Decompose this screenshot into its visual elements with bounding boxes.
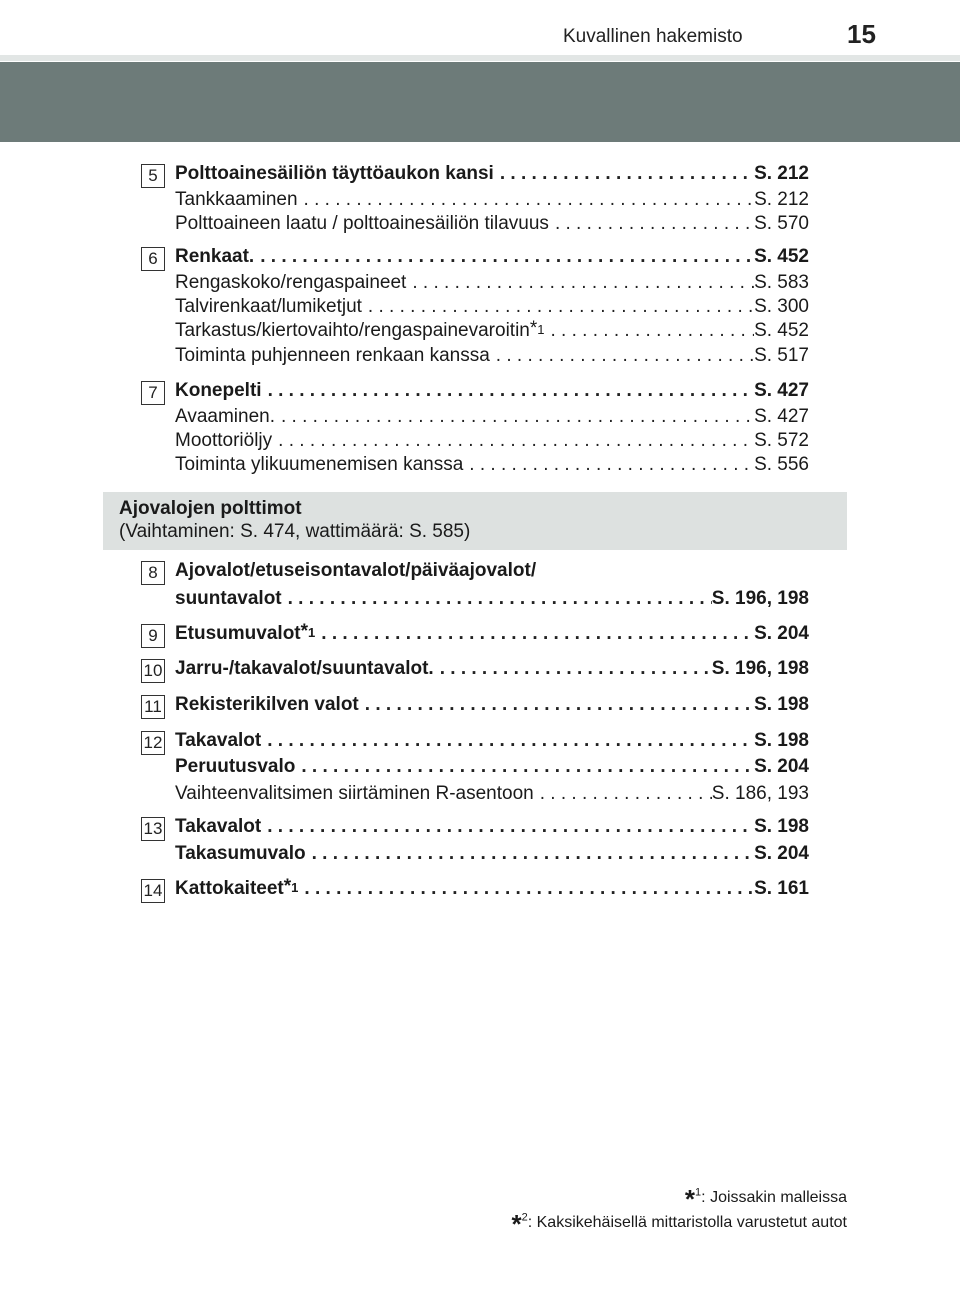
item-number-badge: 7 (141, 381, 165, 405)
leader-dots (275, 406, 754, 428)
leader-dots (490, 345, 754, 367)
footnote-1-mark: * (684, 1184, 696, 1214)
item-number-badge: 8 (141, 561, 165, 585)
index-row (175, 163, 809, 187)
index-row-page: S. 204 (754, 756, 809, 777)
index-row (175, 623, 809, 647)
footnote-1-text: : Joissakin malleissa (701, 1189, 847, 1206)
index-row-page: S. 556 (754, 454, 809, 475)
item-number-badge: 13 (141, 817, 165, 841)
footnote-2-mark: * (511, 1209, 522, 1239)
index-row-label: Avaaminen. (175, 406, 275, 427)
footnote-ref-star: * (283, 878, 292, 897)
index-row (175, 380, 809, 404)
item-number-badge: 12 (141, 731, 165, 755)
index-row (175, 730, 809, 754)
leader-dots (549, 213, 754, 235)
leader-dots (298, 189, 755, 211)
index-row-label: suuntavalot (175, 588, 282, 609)
footnote-ref (301, 623, 316, 643)
index-row-page: S. 452 (754, 246, 809, 267)
item-number-badge: 6 (141, 247, 165, 271)
index-row-label: Talvirenkaat/lumiketjut (175, 296, 362, 317)
index-row-page: S. 198 (754, 816, 809, 837)
section-subtitle: (Vaihtaminen: S. 474, wattimäärä: S. 585) (119, 521, 471, 542)
index-row (175, 406, 809, 430)
section-box (103, 492, 847, 550)
header-title: Kuvallinen hakemisto (563, 26, 743, 47)
footnote-ref (530, 320, 545, 340)
leader-dots (306, 843, 754, 865)
footnote-2 (511, 1203, 847, 1239)
index-row-page: S. 204 (754, 623, 809, 644)
index-row (175, 878, 809, 902)
index-row (175, 756, 809, 780)
index-row (175, 843, 809, 867)
leader-dots (545, 320, 755, 342)
index-row-page: S. 517 (754, 345, 809, 366)
footnote-1-num: 1 (695, 1186, 702, 1199)
index-row (175, 694, 809, 718)
item-number-badge: 14 (141, 879, 165, 903)
index-row-first-line: Ajovalot/etuseisontavalot/päiväajovalot/ (175, 560, 537, 581)
leader-dots (295, 756, 754, 778)
index-row-page: S. 198 (754, 694, 809, 715)
index-row-label: Tankkaaminen (175, 189, 298, 210)
header-banner (0, 62, 960, 142)
index-row-page: S. 212 (754, 189, 809, 210)
leader-dots (298, 878, 754, 900)
section-title: Ajovalojen polttimot (119, 498, 302, 519)
leader-dots (262, 380, 755, 402)
index-row-page: S. 196, 198 (711, 658, 809, 679)
footnote-2-text: : Kaksikehäisellä mittaristolla varustetut autot (527, 1214, 847, 1231)
index-row-page: S. 427 (754, 406, 809, 427)
index-row-label: Jarru-/takavalot/suuntavalot. (175, 658, 434, 679)
index-row (175, 658, 809, 682)
index-row (175, 296, 809, 320)
item-number-badge: 10 (141, 659, 165, 683)
index-row-page: S. 300 (754, 296, 809, 317)
footnote-ref-num: 1 (308, 625, 316, 640)
index-row-page: S. 452 (754, 320, 809, 341)
index-row (175, 320, 809, 344)
index-row-label: Tarkastus/kiertovaihto/rengaspainevaroitin (175, 320, 530, 341)
index-row-label: Rekisterikilven valot (175, 694, 359, 715)
index-row-page: S. 570 (754, 213, 809, 234)
footnote-ref-num: 1 (537, 322, 545, 337)
item-number-badge: 9 (141, 624, 165, 648)
footnote-ref-num: 1 (291, 880, 299, 895)
page-number: 15 (847, 19, 876, 49)
index-row-label: Toiminta puhjenneen renkaan kanssa (175, 345, 490, 366)
index-row (175, 213, 809, 237)
index-row (175, 454, 809, 478)
index-row-label: Polttoainesäiliön täyttöaukon kansi (175, 163, 494, 184)
index-row-page: S. 572 (754, 430, 809, 451)
leader-dots (434, 658, 712, 680)
leader-dots (272, 430, 754, 452)
index-row-page: S. 212 (754, 163, 809, 184)
index-row (175, 272, 809, 296)
item-number-badge: 11 (141, 695, 165, 719)
index-row-label: Konepelti (175, 380, 262, 401)
index-row-label: Takavalot (175, 730, 262, 751)
leader-dots (406, 272, 754, 294)
index-row-page: S. 196, 198 (711, 588, 809, 609)
index-row-label: Takavalot (175, 816, 262, 837)
item-number-badge: 5 (141, 164, 165, 188)
index-row-page: S. 427 (754, 380, 809, 401)
index-row-label: Renkaat. (175, 246, 255, 267)
footnote-ref-star: * (529, 320, 538, 339)
index-row-label: Vaihteenvalitsimen siirtäminen R-asentoon (175, 783, 534, 804)
index-row-label: Takasumuvalo (175, 843, 306, 864)
index-row-label: Polttoaineen laatu / polttoainesäiliön tilavuus (175, 213, 549, 234)
leader-dots (261, 730, 754, 752)
index-row-page: S. 198 (754, 730, 809, 751)
index-row-label: Kattokaiteet (175, 878, 284, 899)
leader-dots (282, 588, 712, 610)
leader-dots (254, 246, 754, 268)
index-row-label: Etusumuvalot (175, 623, 301, 644)
leader-dots (534, 783, 712, 805)
leader-dots (362, 296, 754, 318)
index-row (175, 246, 809, 270)
index-row (175, 345, 809, 369)
leader-dots (359, 694, 754, 716)
index-row-label: Rengaskoko/rengaspaineet (175, 272, 407, 293)
index-row-page: S. 583 (754, 272, 809, 293)
index-row-page: S. 204 (754, 843, 809, 864)
index-row (175, 816, 809, 840)
footnote-ref-star: * (300, 623, 309, 642)
index-row (175, 189, 809, 213)
index-row (175, 783, 809, 807)
index-row-label: Peruutusvalo (175, 756, 296, 777)
index-row-page: S. 161 (754, 878, 809, 899)
footnote-ref (284, 878, 299, 898)
index-row-label: Toiminta ylikuumenemisen kanssa (175, 454, 464, 475)
index-row (175, 588, 809, 612)
index-row (175, 430, 809, 454)
leader-dots (463, 454, 754, 476)
leader-dots (261, 816, 754, 838)
index-row-page: S. 186, 193 (711, 783, 809, 804)
leader-dots (315, 623, 754, 645)
index-row-label: Moottoriöljy (175, 430, 273, 451)
header-divider (0, 55, 960, 61)
leader-dots (494, 163, 754, 185)
footnote-2-num: 2 (521, 1211, 528, 1224)
